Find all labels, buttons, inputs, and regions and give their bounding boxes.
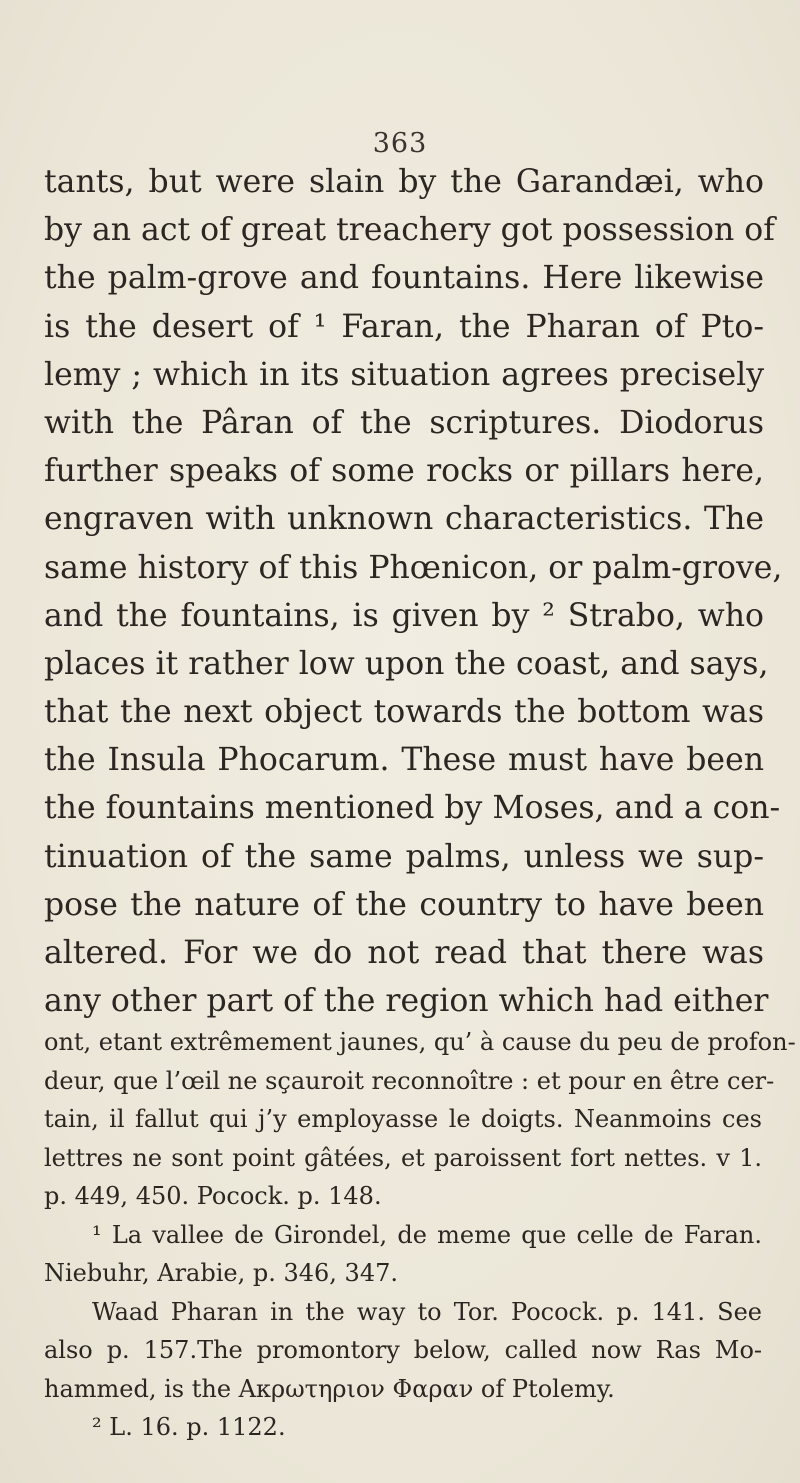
footnote-line: hammed, is the Ακρωτηριον Φαραν of Ptolemy. (44, 1374, 615, 1403)
footnote-line: also p. 157.The promontory below, called now Ras Mo- (44, 1336, 762, 1364)
body-line: tinuation of the same palms, unless we sup- (44, 838, 764, 875)
footnote-line: tain, il fallut qui j’y employasse le doigts. Neanmoins ces (44, 1105, 762, 1133)
footnote-line: ont, etant extrêmement jaunes, qu’ à cause du peu de profon- (44, 1028, 796, 1056)
footnote-2: ² L. 16. p. 1122. (92, 1413, 286, 1441)
body-text (44, 158, 783, 1025)
footnotes (44, 1023, 796, 1447)
body-line: places it rather low upon the coast, and says, (44, 645, 769, 682)
body-line: pose the nature of the country to have been (44, 886, 764, 923)
body-line: the palm-grove and fountains. Here likewise (44, 260, 764, 297)
body-line: tants, but were slain by the Garandæi, who (44, 164, 764, 200)
body-line: further speaks of some rocks or pillars here, (44, 453, 764, 490)
body-line: is the desert of ¹ Faran, the Pharan of Pto- (44, 308, 764, 345)
body-line: same history of this Phœnicon, or palm-grove, (44, 549, 783, 586)
footnote-line: Waad Pharan in the way to Tor. Pocock. p. 141. See (92, 1297, 762, 1326)
page-number: 363 (372, 128, 428, 159)
footnote-line: deur, que l’œil ne sçauroit reconnoître : et pour en être cer- (44, 1066, 775, 1095)
body-line: that the next object towards the bottom was (44, 694, 764, 731)
body-line: the fountains mentioned by Moses, and a con- (44, 790, 781, 827)
body-line: and the fountains, is given by ² Strabo, who (44, 597, 764, 634)
footnote-line: Niebuhr, Arabie, p. 346, 347. (44, 1259, 398, 1287)
body-line: any other part of the region which had either (44, 983, 769, 1020)
body-line: the Insula Phocarum. These must have been (44, 742, 764, 779)
body-line: with the Pâran of the scriptures. Diodorus (44, 404, 764, 441)
body-line: by an act of great treachery got possession of (44, 212, 775, 249)
body-line: engraven with unknown characteristics. The (44, 501, 764, 538)
body-line: altered. For we do not read that there was (44, 935, 764, 971)
body-line: lemy ; which in its situation agrees precisely (44, 356, 764, 393)
footnote-1: ¹ La vallee de Girondel, de meme que celle de Faran. (92, 1220, 762, 1249)
footnote-line: lettres ne sont point gâtées, et paroissent fort nettes. v 1. (44, 1143, 762, 1172)
footnote-line: p. 449, 450. Pocock. p. 148. (44, 1182, 382, 1210)
